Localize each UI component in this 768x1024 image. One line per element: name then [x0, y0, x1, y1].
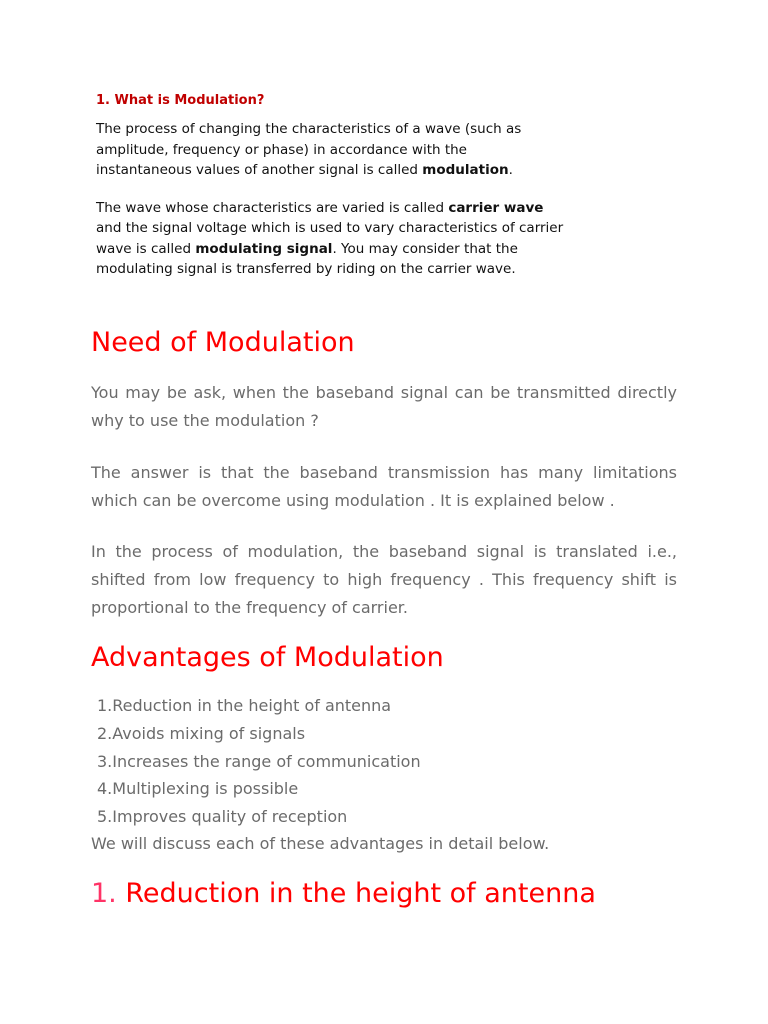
list-item: 4.Multiplexing is possible — [97, 779, 299, 799]
embedded-term-modulation: modulation — [422, 162, 509, 178]
list-item: 3.Increases the range of communication — [97, 751, 421, 771]
need-of-modulation-heading: Need of Modulation — [91, 327, 355, 358]
embedded-definition-end: . — [508, 162, 513, 178]
embedded-carrier-text-a: The wave whose characteristics are varied is called — [96, 199, 449, 216]
list-item: 2.Avoids mixing of signals — [97, 723, 306, 743]
embedded-term-carrier-wave: carrier wave — [448, 199, 544, 216]
embedded-carrier-paragraph — [96, 198, 566, 280]
list-item: 5.Improves quality of reception — [97, 807, 348, 827]
need-paragraph-1: You may be ask, when the baseband signal can be transmitted directly why to use the modulation ? — [91, 383, 677, 430]
embedded-definition-paragraph — [96, 119, 566, 181]
subsection-title: Reduction in the height of antenna — [116, 878, 596, 909]
advantages-list — [97, 692, 421, 831]
embedded-carrier-text-c: . You may consider that the modulating signal is transferred by riding on the carrier wave. — [96, 240, 518, 277]
reduction-antenna-heading — [91, 877, 596, 911]
advantages-closing-text: We will discuss each of these advantages in detail below. — [91, 834, 550, 853]
need-paragraph-2: The answer is that the baseband transmission has many limitations which can be overcome using modulation . It is explained below . — [91, 463, 677, 510]
need-paragraph-3: In the process of modulation, the baseband signal is translated i.e., shifted from low frequency to high frequency . This frequency shift is proportional to the frequency of carrier. — [91, 542, 677, 617]
subsection-number: 1. — [91, 878, 117, 909]
embedded-definition-text: The process of changing the characteristics of a wave (such as amplitude, frequency or phase) in accordance with the instantaneous values of another signal is called — [96, 121, 522, 178]
embedded-carrier-text-b: and the signal voltage which is used to vary characteristics of carrier wave is called — [96, 220, 564, 257]
embedded-term-modulating-signal: modulating signal — [195, 240, 333, 257]
list-item: 1.Reduction in the height of antenna — [97, 696, 392, 715]
embedded-excerpt-image — [96, 92, 566, 280]
embedded-question-title: 1. What is Modulation? — [96, 93, 265, 108]
advantages-heading: Advantages of Modulation — [91, 642, 444, 673]
